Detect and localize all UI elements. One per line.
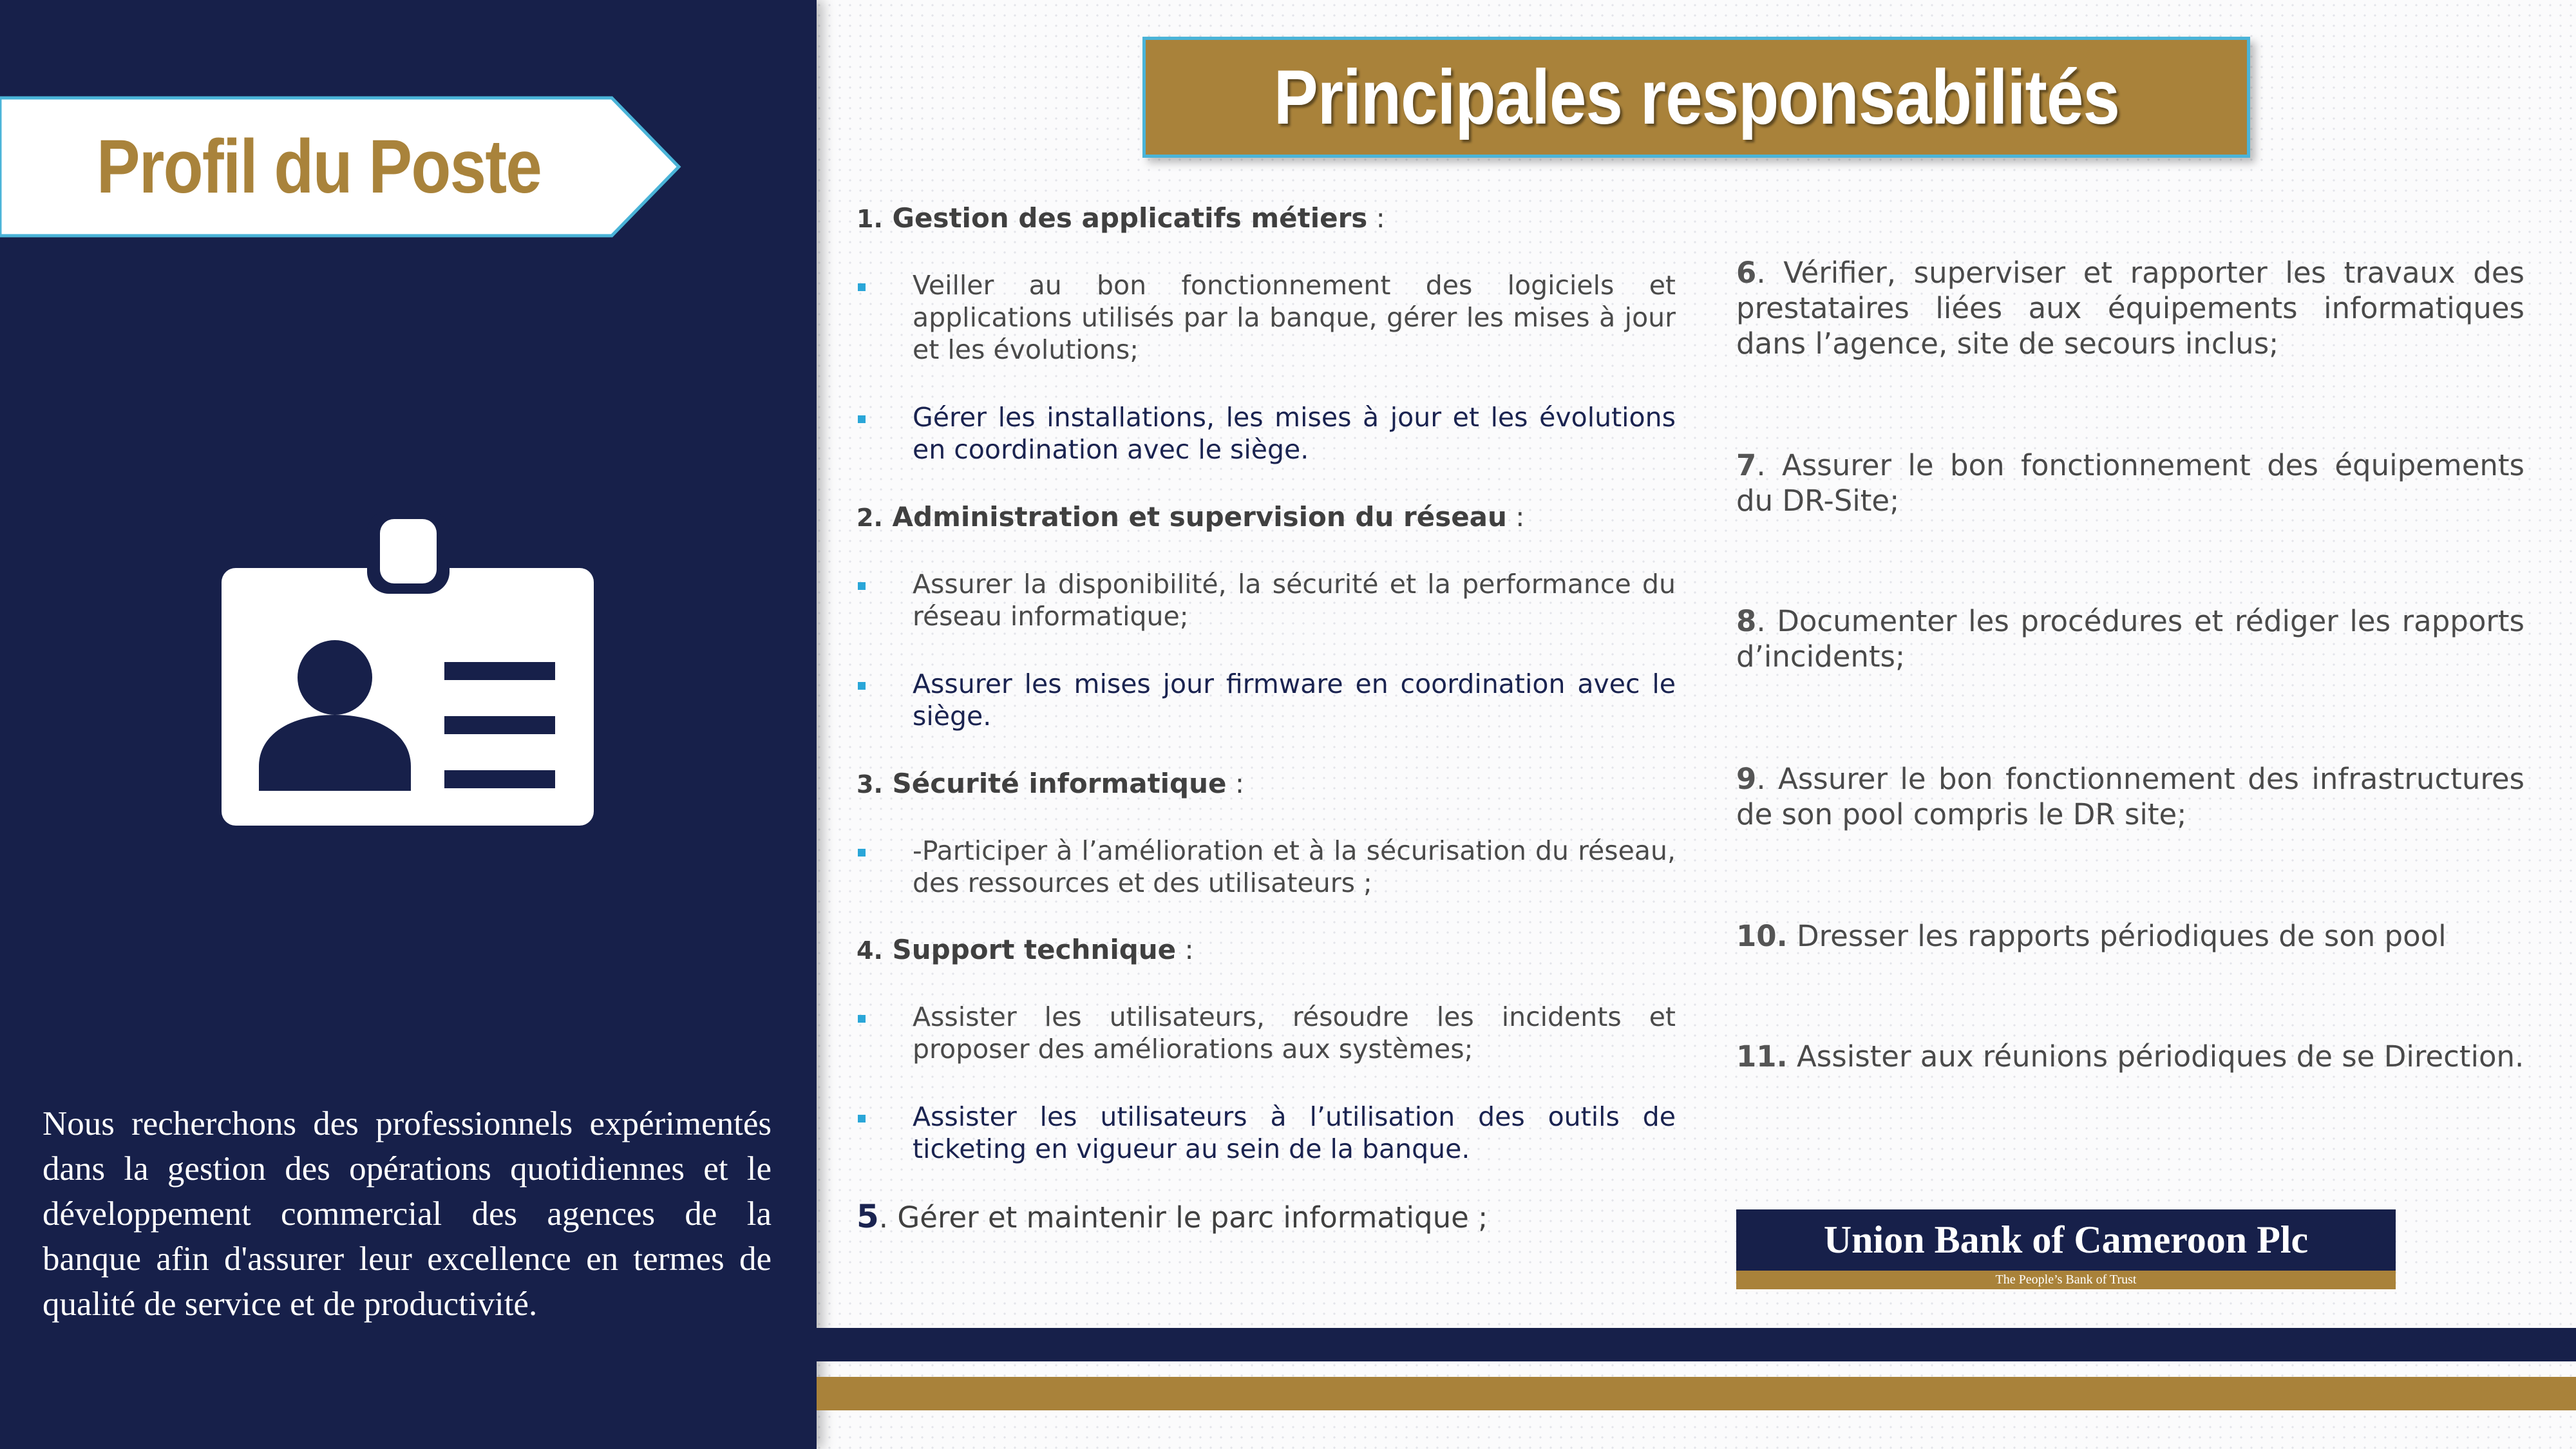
section-title-text: Gestion des applicatifs métiers [892,202,1368,234]
list-item-text: Gérer les installations, les mises à jour et les évolutions en coordination avec le siège. [913,402,1676,465]
section-colon: : [1506,501,1525,533]
profil-title: Profil du Poste [96,124,542,209]
bullet-square-icon [858,1115,866,1122]
logo-name-text: Union Bank of Cameroon [1823,1218,2248,1261]
bank-logo [1736,1209,2396,1289]
responsibility-item-9 [1736,761,2524,832]
bullet-square-icon [858,849,866,857]
item-text: Assister aux réunions périodiques de se Direction. [1787,1039,2524,1074]
list-item-text: Assister les utilisateurs à l’utilisation des outils de ticketing en vigueur au sein de la banque. [913,1101,1676,1164]
item-text: . Documenter les procédures et rédiger les rapports d’incidents; [1736,604,2524,674]
item-text: . Gérer et maintenir le parc informatique ; [878,1200,1488,1235]
section-colon: : [1176,934,1194,965]
list-item-text: -Participer à l’amélioration et à la sécurisation du réseau, des ressources et des utilisateurs ; [913,835,1676,898]
page-title: Principales responsabilités [1273,54,2119,140]
list-item-text: Veiller au bon fonctionnement des logiciels et applications utilisés par la banque, gérer les mises à jour et les évolutions; [913,270,1676,365]
bullet-square-icon [858,682,866,690]
list-item-text: Assister les utilisateurs, résoudre les incidents et proposer des améliorations aux systèmes; [913,1001,1676,1065]
responsibility-item-6 [1736,255,2524,361]
bullet-square-icon [858,415,866,423]
id-badge-icon [220,509,596,833]
logo-tagline-bar [1736,1271,2396,1289]
list-item-text: Assurer la disponibilité, la sécurité et la performance du réseau informatique; [913,569,1676,632]
item-number: 10. [1736,919,1788,953]
section-number: 4. [857,936,883,965]
section-colon: : [1367,202,1385,234]
item-text: . Vérifier, superviser et rapporter les travaux des prestataires liées aux équipements informatiques dans l’agence, site de secours inclus; [1736,256,2524,361]
logo-suffix: Plc [2257,1218,2309,1261]
section-title-2 [857,501,1524,533]
logo-name [1824,1218,2308,1262]
section-title-3 [857,768,1244,799]
responsibility-item-8 [1736,603,2524,674]
item-text: . Assurer le bon fonctionnement des équipements du DR-Site; [1736,448,2524,518]
responsibility-item-5 [857,1198,1488,1235]
item-text: Dresser les rapports périodiques de son pool [1787,919,2447,953]
header-box [1142,37,2250,158]
section-title-4 [857,934,1194,965]
footer-stripe-gold [817,1377,2576,1410]
section-title-text: Support technique [892,934,1177,965]
item-number: 7 [1736,448,1757,482]
responsibility-item-7 [1736,448,2524,518]
list-item-text: Assurer les mises jour firmware en coordination avec le siège. [913,668,1676,732]
bullet-square-icon [858,582,866,590]
bullet-square-icon [858,1015,866,1023]
section-title-1 [857,202,1385,234]
item-number: 11. [1736,1039,1788,1074]
section-colon: : [1226,768,1245,799]
footer-stripe-navy [817,1328,2576,1361]
section-title-text: Sécurité informatique [892,768,1227,799]
section-title-text: Administration et supervision du réseau [892,501,1507,533]
item-number: 9 [1736,762,1757,796]
item-number: 8 [1736,604,1757,638]
item-text: . Assurer le bon fonctionnement des infrastructures de son pool compris le DR site; [1736,762,2524,831]
section-number: 1. [857,205,883,233]
item-number: 6 [1736,256,1757,290]
logo-tagline: The People’s Bank of Trust [1995,1273,2137,1287]
responsibility-item-11 [1736,1039,2524,1074]
profil-banner [0,95,683,238]
left-panel [0,0,817,1449]
logo-name-bar [1736,1209,2396,1271]
intro-paragraph: Nous recherchons des professionnels expérimentés dans la gestion des opérations quotidiennes et le développement commercial des agences de la banque afin d'assurer leur excellence en termes de qualité de service et de productivité. [43,1105,772,1323]
section-number: 2. [857,504,883,532]
section-number: 3. [857,770,883,799]
item-number: 5 [857,1198,879,1235]
bullet-square-icon [858,283,866,291]
responsibility-item-10 [1736,918,2524,954]
